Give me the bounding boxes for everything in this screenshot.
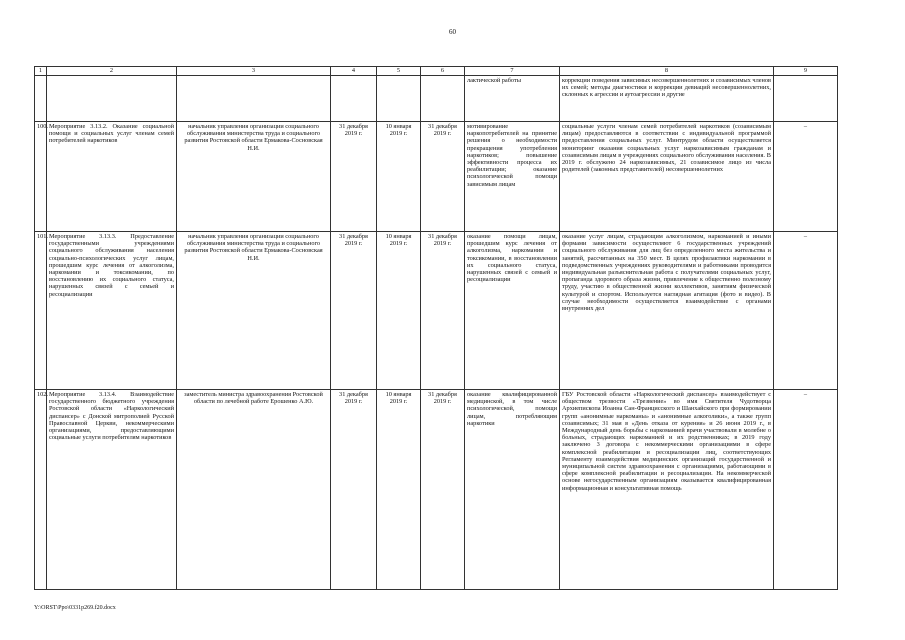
fact-date-cell: 31 декабря 2019 г.	[421, 232, 465, 390]
status-cell: оказание услуг лицам, страдающим алкоголизмом, наркоманией и иными формами зависимости осуществляют 6 государственных учреждений социального обслуживания для лиц без определенного места жительства и занятий, рассчитанных на 350 мест. В целях профилактики наркомании в подведомственных учреждениях руководителями и работниками проводится индивидуальная разъяснительная работа с получателями социальных услуг, пропаганда здорового образа жизни, привлечение к общественно полезному труду, участию в общественной жизни коллективов, занятиям физической культурой и спортом. Используется наглядная агитация (фото и видео). В случае необходимости осуществляется взаимодействие с органами внутренних дел	[560, 232, 774, 390]
column-number: 6	[421, 67, 465, 76]
plan-date-cell: 10 января 2019 г.	[377, 122, 421, 232]
continuation-row	[35, 76, 838, 122]
column-number: 1	[35, 67, 47, 76]
status-cell: ГБУ Ростовской области «Наркологический диспансер» взаимодействует с обществом трезвости «Трезвение» во имя Святителя Чудотворца Архиепископа Иоанна Сан-Францисского и Шанхайского при формировании групп «анонимные наркоманы» и «анонимные алкоголики», а также групп созависимых; 31 мая в «День отказа от курения» и 26 июня 2019 г., в Международный день борьбы с наркоманией врачи участвовали в молебне о больных, страдающих наркоманией и их родственниках; в 2019 году заключено 3 договора с некоммерческими организациями в сфере комплексной реабилитации и ресоциализации лиц, соответствующих Регламенту взаимодействия медицинских организаций государственной и муниципальной систем здравоохранения с организациями, работающими в сфере комплексной реабилитации и ресоциализации. На некоммерческой основе негосударственным организациям оказывается квалифицированная информационная и консультативная помощь	[560, 390, 774, 590]
column-number: 9	[774, 67, 838, 76]
note-cell: –	[774, 122, 838, 232]
column-number: 8	[560, 67, 774, 76]
status-cell: коррекции поведения зависимых несовершеннолетних и созависимых членов их семей; методы диагностики и коррекции девиаций несовершеннолетних, склонных к агрессии и аутоагрессии и другие	[560, 76, 774, 122]
row-number: 102.	[35, 390, 47, 590]
measure-cell: Мероприятие 3.13.4. Взаимодействие государственного бюджетного учреждения Ростовской области «Наркологический диспансер» с Донской митрополией Русской Православной Церкви, некоммерческими организациями, предоставляющими социальные услуги потребителям наркотиков	[47, 390, 177, 590]
result-cell: оказание квалифицированной медицинской, в том числе психологической, помощи лицам, потребляющим наркотики	[465, 390, 560, 590]
table-row	[35, 390, 838, 590]
start-date-cell: 31 декабря 2019 г.	[331, 122, 377, 232]
start-date-cell: 31 декабря 2019 г.	[331, 232, 377, 390]
column-number: 2	[47, 67, 177, 76]
column-number: 4	[331, 67, 377, 76]
note-cell: –	[774, 390, 838, 590]
page-number: 60	[449, 28, 456, 36]
start-date-cell: 31 декабря 2019 г.	[331, 390, 377, 590]
plan-date-cell: 10 января 2019 г.	[377, 232, 421, 390]
row-number: 100.	[35, 122, 47, 232]
result-cell: лактической работы	[465, 76, 560, 122]
column-number: 3	[177, 67, 331, 76]
column-number-row	[35, 67, 838, 76]
row-number: 101.	[35, 232, 47, 390]
table-row	[35, 232, 838, 390]
executor-cell: начальник управления организации социального обслуживания министерства труда и социального развития Ростовской области Ермакова-Сосновская Н.И.	[177, 232, 331, 390]
measure-cell: Мероприятие 3.13.2. Оказание социальной помощи и социальных услуг членам семей потребителей наркотиков	[47, 122, 177, 232]
fact-date-cell: 31 декабря 2019 г.	[421, 122, 465, 232]
result-cell: мотивирование наркопотребителей на принятие решения о необходимости прекращения употребления наркотиков; повышение эффективности процесса их реабилитации; оказание психологической помощи зависимым лицам	[465, 122, 560, 232]
executor-cell: начальник управления организации социального обслуживания министерства труда и социального развития Ростовской области Ермакова-Сосновская Н.И.	[177, 122, 331, 232]
note-cell: –	[774, 232, 838, 390]
file-path-footer: Y:\ORST\Ppo\0331p269.f20.docx	[34, 605, 116, 611]
result-cell: оказание помощи лицам, прошедшим курс лечения от алкоголизма, наркомании и токсикомании, в восстановлении их социального статуса, нарушенных связей с семьей и ресоциализации	[465, 232, 560, 390]
table-row	[35, 122, 838, 232]
fact-date-cell: 31 декабря 2019 г.	[421, 390, 465, 590]
column-number: 7	[465, 67, 560, 76]
column-number: 5	[377, 67, 421, 76]
plan-date-cell: 10 января 2019 г.	[377, 390, 421, 590]
measure-cell: Мероприятие 3.13.3. Предоставление государственными учреждениями социального обслуживания населения социально-психологических услуг лицам, прошедшим курс лечения от алкоголизма, наркомании и токсикомании, по восстановлению их социального статуса, нарушенных связей с семьей и ресоциализации	[47, 232, 177, 390]
executor-cell: заместитель министра здравоохранения Ростовской области по лечебной работе Ерошенко А.Ю.	[177, 390, 331, 590]
report-table	[34, 66, 838, 590]
status-cell: социальные услуги членам семей потребителей наркотиков (созависимым лицам) предоставляются в соответствии с индивидуальной программой предоставления социальных услуг. Минтрудом области осуществляется мониторинг оказания социальных услуг наркозависимым гражданам и созависимым лицам в учреждениях социального обслуживания населения. В 2019 г. обслужено 24 наркозависимых, 21 созависимое лицо из числа родителей (законных представителей) несовершеннолетних	[560, 122, 774, 232]
